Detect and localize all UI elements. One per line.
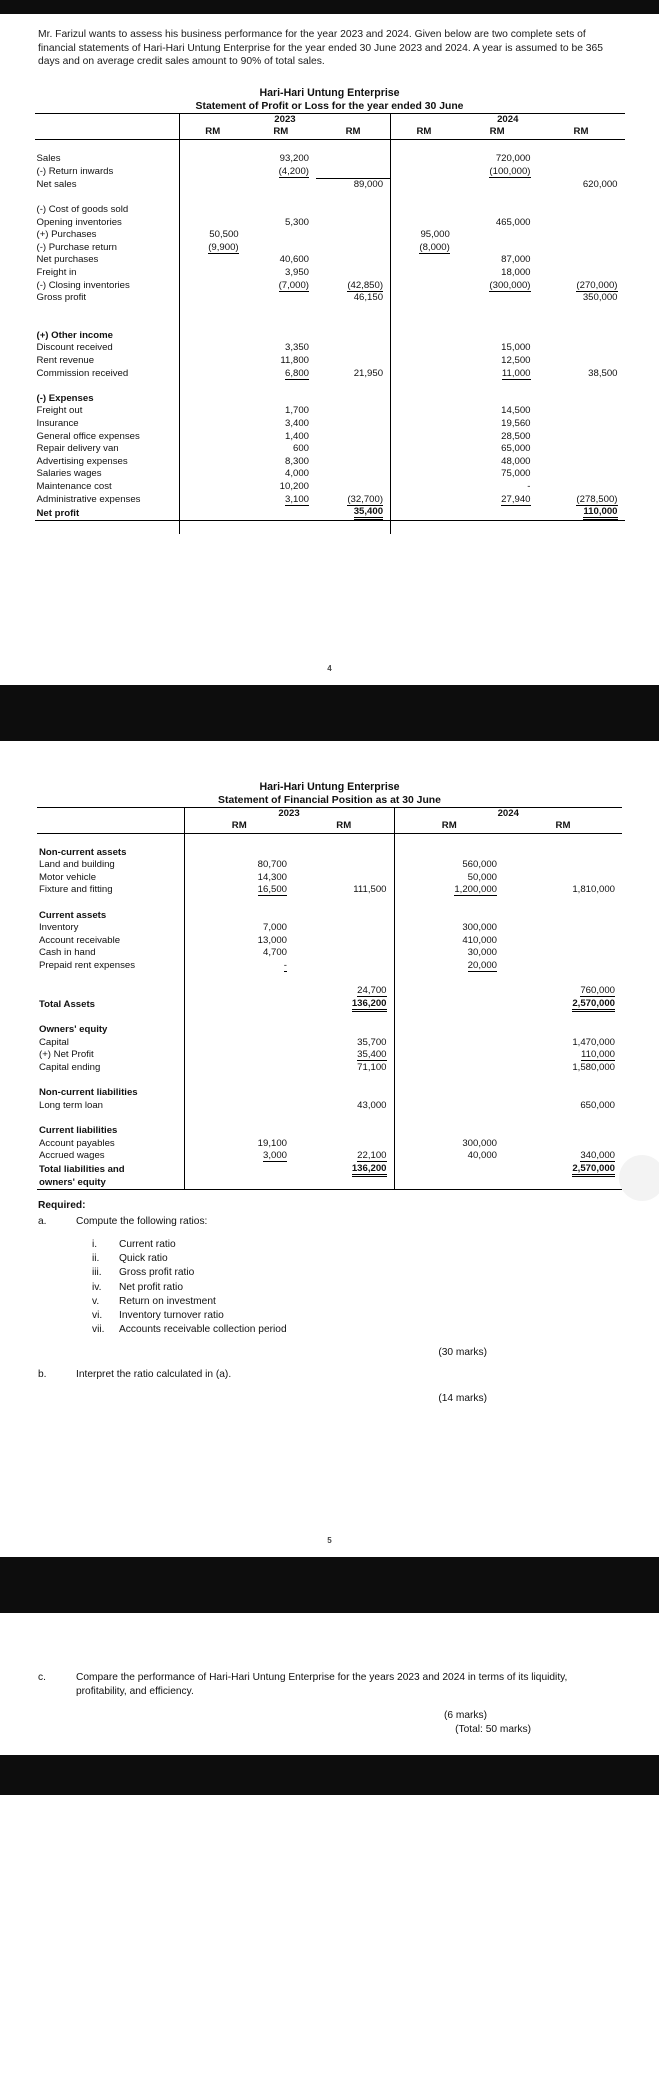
pl-bottom-rule — [35, 521, 625, 534]
question-b-text: Interpret the ratio calculated in (a). — [76, 1369, 232, 1381]
question-a-marks: (30 marks) — [438, 1347, 487, 1359]
page-number-5: 5 — [327, 1535, 332, 1545]
table-row-subtotal: 24,700 760,000 — [37, 985, 622, 998]
table-row: Inventory 7,000 300,000 — [37, 922, 622, 935]
table-row: Prepaid rent expenses - 20,000 — [37, 960, 622, 973]
page-6-partial — [0, 1613, 659, 1755]
ratio-num: v. — [92, 1295, 100, 1307]
ratio-label: Return on investment — [119, 1295, 216, 1307]
table-row: Account receivable 13,000 410,000 — [37, 935, 622, 948]
table-row: Net sales 89,000 620,000 — [36, 178, 618, 190]
table-row: Rent revenue 11,800 12,500 — [36, 355, 531, 367]
table-row: Discount received 3,350 15,000 — [36, 342, 531, 354]
pl-company-name: Hari-Hari Untung Enterprise — [259, 86, 400, 99]
fp-statement-title: Statement of Financial Position as at 30 June — [218, 794, 441, 806]
page-4 — [0, 14, 659, 685]
required-label: Required: — [38, 1200, 86, 1212]
fp-currency-header-row — [37, 820, 622, 833]
table-row: Cash in hand 4,700 30,000 — [37, 947, 622, 960]
table-row-total-liabilities: Total liabilities and 136,200 2,570,000 — [39, 1162, 615, 1176]
question-b-marks: (14 marks) — [438, 1392, 487, 1404]
question-c — [0, 1671, 659, 1700]
table-row: (-) Cost of goods sold — [35, 204, 625, 217]
list-item — [92, 1323, 659, 1337]
table-row: Accrued wages 3,000 22,100 40,000 340,000 — [39, 1150, 615, 1162]
list-item — [92, 1238, 659, 1252]
question-a-text: Compute the following ratios: — [76, 1216, 208, 1228]
pl-rm-2024-c: RM — [538, 126, 625, 139]
table-row-net-profit: Net profit 35,400 110,000 — [35, 506, 625, 521]
question-c-text: Compare the performance of Hari-Hari Untung Enterprise for the years 2023 and 2024 in terms of its liquidity, profitability, and efficiency. — [76, 1671, 568, 1698]
table-row: Gross profit 46,150 350,000 — [36, 292, 618, 304]
table-row: Land and building 80,700 560,000 — [37, 859, 622, 872]
page-number-4: 4 — [327, 663, 332, 673]
financial-position-heading — [0, 781, 659, 807]
ratio-num: iii. — [92, 1267, 102, 1279]
list-item — [92, 1252, 659, 1266]
financial-position-table — [37, 807, 622, 1191]
ratio-num: i. — [92, 1238, 98, 1250]
table-row: Account payables 19,100 300,000 — [37, 1138, 622, 1151]
table-row: Non-current assets — [37, 847, 622, 860]
table-row: Non-current liabilities — [37, 1087, 622, 1100]
table-row: Opening inventories 5,300 465,000 — [36, 216, 531, 228]
fp-year-header-row — [37, 807, 622, 820]
table-row: Owners' equity — [37, 1024, 622, 1037]
list-item — [92, 1266, 659, 1280]
ratio-list — [0, 1238, 659, 1337]
table-row: Capital ending 71,100 1,580,000 — [39, 1062, 615, 1074]
fp-company-name: Hari-Hari Untung Enterprise — [259, 780, 400, 793]
question-b-marker: b. — [38, 1369, 47, 1381]
list-item — [92, 1309, 659, 1323]
ratio-num: vii. — [92, 1324, 105, 1336]
table-row: Current assets — [37, 910, 622, 923]
profit-loss-table — [35, 113, 625, 534]
table-row: Freight in 3,950 18,000 — [36, 266, 531, 278]
ratio-label: Gross profit ratio — [119, 1267, 195, 1279]
pl-rm-2023-a: RM — [179, 126, 245, 139]
table-row-total-assets: Total Assets 136,200 2,570,000 — [39, 997, 615, 1011]
table-row: Insurance 3,400 19,560 — [36, 418, 531, 430]
ratio-label: Quick ratio — [119, 1253, 168, 1265]
ratio-label: Current ratio — [119, 1238, 176, 1250]
question-a — [0, 1215, 659, 1230]
pl-rm-2024-a: RM — [391, 126, 457, 139]
question-b — [0, 1368, 659, 1383]
table-row: Motor vehicle 14,300 50,000 — [37, 872, 622, 885]
pl-currency-header-row — [35, 126, 625, 139]
question-c-marks: (6 marks) — [443, 1709, 487, 1721]
ratio-num: iv. — [92, 1281, 102, 1293]
table-row: General office expenses 1,400 28,500 — [36, 430, 531, 442]
table-row: Capital 35,700 1,470,000 — [39, 1036, 615, 1048]
table-row: Net purchases 40,600 87,000 — [36, 254, 531, 266]
profit-loss-heading — [0, 87, 659, 113]
pl-rm-2024-b: RM — [457, 126, 538, 139]
pl-rm-2023-b: RM — [246, 126, 316, 139]
question-c-marker: c. — [38, 1671, 46, 1683]
table-row: Freight out 1,700 14,500 — [36, 405, 531, 417]
table-row: Maintenance cost 10,200 - — [36, 481, 531, 492]
ratio-label: Accounts receivable collection period — [119, 1324, 287, 1336]
table-row: Sales 93,200 720,000 — [36, 152, 531, 164]
table-row: Commission received 6,800 21,950 11,000 38,500 — [36, 367, 618, 379]
fp-year-2023: 2023 — [184, 807, 394, 820]
page-break-band-1 — [0, 685, 659, 741]
ratio-label: Inventory turnover ratio — [119, 1309, 224, 1321]
table-row: owners' equity — [37, 1177, 622, 1190]
question-a-marker: a. — [38, 1216, 47, 1228]
list-item — [92, 1295, 659, 1309]
pl-year-2024: 2024 — [391, 113, 625, 126]
list-item — [92, 1281, 659, 1295]
table-row: (-) Purchase return (9,900) (8,000) — [35, 242, 625, 255]
fp-rm-2024-a: RM — [394, 820, 504, 833]
ratio-num: vi. — [92, 1309, 103, 1321]
table-row: (+) Net Profit 35,400 110,000 — [39, 1049, 615, 1061]
table-row: (-) Closing inventories (7,000) (42,850) (300,000) (270,000) — [36, 279, 618, 291]
bottom-black-band — [0, 1755, 659, 1795]
page-break-band-2 — [0, 1557, 659, 1613]
total-marks: (Total: 50 marks) — [455, 1723, 531, 1735]
fp-rm-2024-b: RM — [504, 820, 622, 833]
fp-year-2024: 2024 — [394, 807, 622, 820]
table-row: (+) Purchases 50,500 95,000 — [35, 229, 625, 242]
table-row: (-) Return inwards (4,200) (100,000) — [36, 165, 531, 177]
table-row: (+) Other income — [35, 330, 625, 343]
table-row: Current liabilities — [37, 1125, 622, 1138]
intro-paragraph: Mr. Farizul wants to assess his business performance for the year 2023 and 2024. Given below are two complete sets of financial statements of Hari-Hari Untung Enterprise for the year ended 30 June 2023 and 2024. A year is assumed to be 365 days and on average credit sales amount to 90% of total sales. — [38, 29, 603, 68]
page-curl-watermark — [619, 1155, 659, 1201]
pl-statement-title: Statement of Profit or Loss for the year ended 30 June — [195, 100, 464, 112]
table-row: Salaries wages 4,000 75,000 — [36, 468, 531, 480]
table-row: Administrative expenses 3,100 (32,700) 27,940 (278,500) — [36, 493, 618, 505]
fp-rm-2023-b: RM — [294, 820, 394, 833]
fp-rm-2023-a: RM — [184, 820, 294, 833]
ratio-num: ii. — [92, 1253, 100, 1265]
pl-year-header-row — [35, 113, 625, 126]
table-row: Repair delivery van 600 65,000 — [36, 443, 531, 455]
pl-rm-2023-c: RM — [316, 126, 391, 139]
pl-year-2023: 2023 — [179, 113, 390, 126]
table-row: Fixture and fitting 16,500 111,500 1,200,000 1,810,000 — [39, 884, 615, 896]
top-black-band — [0, 0, 659, 14]
table-row: Long term loan 43,000 650,000 — [39, 1099, 615, 1111]
ratio-label: Net profit ratio — [119, 1281, 183, 1293]
table-row: Advertising expenses 8,300 48,000 — [36, 455, 531, 467]
table-row: (-) Expenses — [35, 393, 625, 406]
page-5 — [0, 741, 659, 1557]
